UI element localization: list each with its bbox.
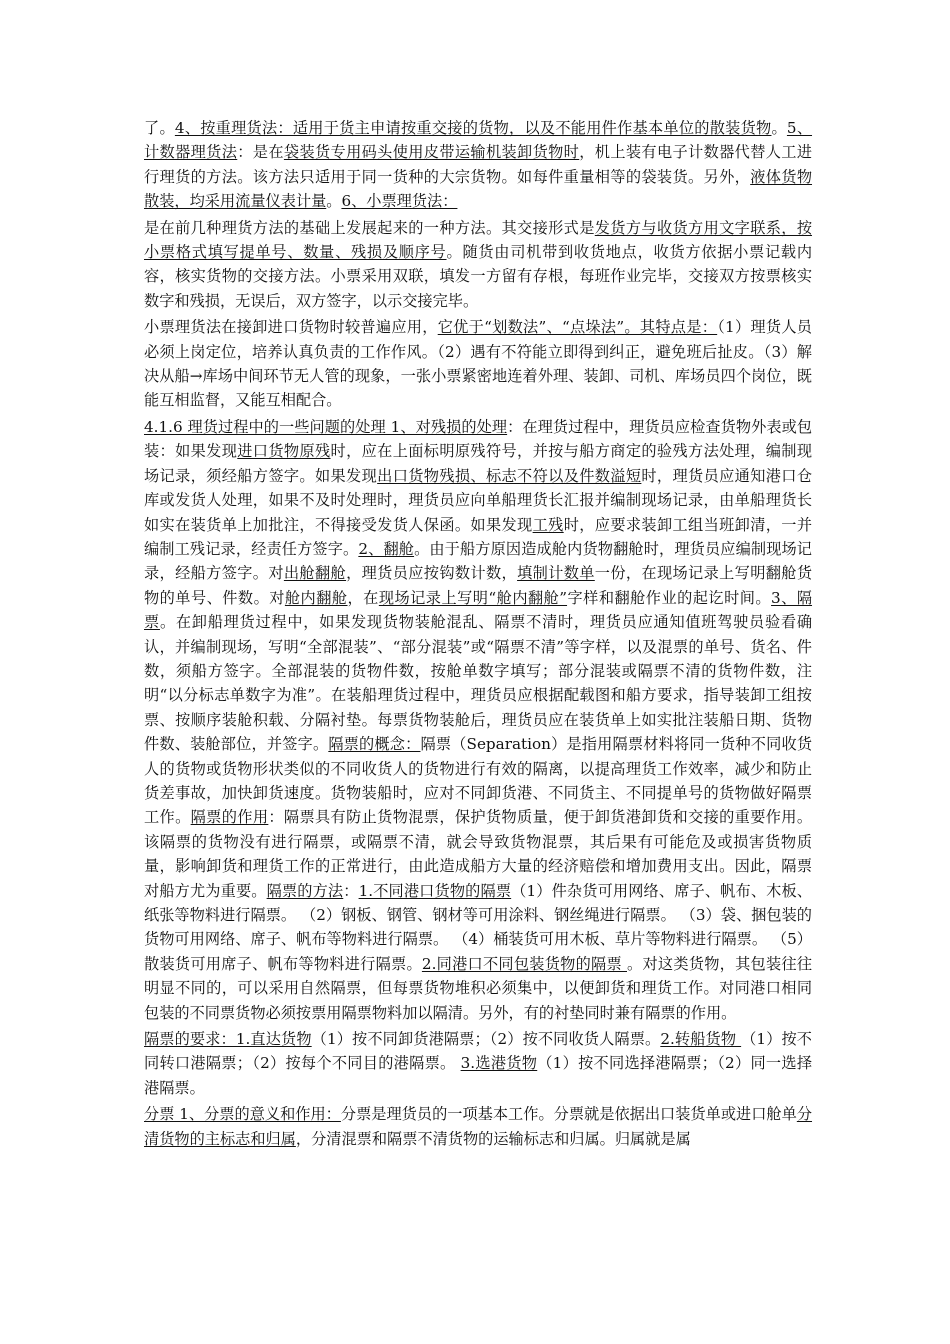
underlined-text: 填制计数单 <box>517 564 595 583</box>
text-run: ，分清混票和隔票不清货物的运输标志和归属。归属就是属 <box>295 1129 691 1148</box>
text-run: 一份，在现场记录上写明翻舱货物的单号、件数。对 <box>144 564 813 607</box>
document-page <box>144 116 812 1151</box>
text-run: ：在理货过程中，理货员应检查货物外表或包装：如果发现 <box>144 417 813 461</box>
text-run: （1）件杂货可用网络、席子、帆布、木板、纸张等物料进行隔票。 （2）钢板、钢管、钢材等可用涂料、钢丝绳进行隔票。 （3）袋、捆包装的货物可用网络、席子、帆布等物料进行隔票。 （4）桶装货可用木板、草片等物料进行隔票。 （5）散装货可用席子、帆布等物料进行隔票。 <box>144 881 812 973</box>
paragraph <box>144 415 812 1025</box>
text-run: ： <box>343 881 359 900</box>
paragraph <box>144 1027 812 1100</box>
underlined-text: 隔票的概念： <box>328 735 421 754</box>
text-run: 。 <box>771 119 787 137</box>
underlined-text: 4.1.6 理货过程中的一些问题的处理 1、对残损的处理 <box>144 417 508 436</box>
text-run: ：隔票具有防止货物混票，保护货物质量，便于卸货港卸货和交接的重要作用。该隔票的货物没有进行隔票，或隔票不清，就会导致货物混票，其后果有可能危及或损害货物质量，影响卸货和理货工作的正常进行，由此造成船方大量的经济赔偿和增加费用支出。因此，隔票对船方尤为重要。 <box>144 808 813 900</box>
text-run: 时，理货员应通知港口仓库或发货人处理，如果不及时处理时，理货员应向单船理货长汇报并编制现场记录，由单船理货长如实在装货单上加批注，不得接受发货人保函。如果发现 <box>144 466 813 534</box>
text-run: （1）理货人员必须上岗定位，培养认真负责的工作作风。（2）遇有不符能立即得到纠正，避免班后扯皮。（3）解决从船→库场中间环节无人管的现象，一张小票紧密地连着外理、装卸、司机、库场员四个岗位，既能互相监督，又能互相配合。 <box>144 318 812 410</box>
underlined-text: 3、隔票 <box>144 588 813 632</box>
underlined-text: 分清货物的主标志和归属 <box>144 1105 813 1148</box>
text-run: 时，应要求装卸工组当班卸清，一并编制工残记录，经责任方签字。 <box>144 515 813 558</box>
paragraph <box>144 216 812 314</box>
underlined-text: 4、按重理货法：适用于货主申请按重交接的货物，以及不能用件作基本单位的散装货物 <box>174 119 772 137</box>
text-run: 时，应在上面标明原残符号，并按与船方商定的验残方法处理，编制现场记录，须经船方签字。如果发现 <box>144 442 813 485</box>
text-run: ，在 <box>347 588 379 607</box>
underlined-text: 隔票的要求：1.直达货物 <box>144 1030 312 1049</box>
text-run: （1）按不同转口港隔票；（2）按每个不同目的港隔票。 <box>144 1030 812 1073</box>
underlined-text: 工残 <box>532 515 564 534</box>
text-run: 字样和翻舱作业的起讫时间。 <box>567 588 772 607</box>
text-run: 隔票（Separation）是指用隔票材料将同一货种不同收货人的货物或货物形状类似的不同收货人的货物进行有效的隔离，以提高理货工作效率，减少和防止货差事故，加快卸货速度。货物装船时，应对不同卸货港、不同货主、不同提单号的货物做好隔票工作。 <box>144 735 813 827</box>
text-run: 。 <box>326 192 342 211</box>
underlined-text: 出口货物残损、标志不符以及件数溢短 <box>377 466 642 485</box>
text-run: 。在卸船理货过程中，如果发现货物装舱混乱、隔票不清时，理货员应通知值班驾驶员验看确认，并编制现场，写明“全部混装”、“部分混装”或“隔票不清”等字样，以及混票的单号、货名、件数，须船方签字。全部混装的货物件数，按舱单数字填写；部分混装或隔票不清的货物件数，注明“以分标志单数字为准”。在装船理货过程中，理货员应根据配载图和船方要求，指导装卸工组按票、按顺序装舱积载、分隔衬垫。每票货物装舱后，理货员应在装货单上如实批注装船日期、货物件数、装舱部位，并签字。 <box>144 613 813 754</box>
paragraph <box>144 116 812 214</box>
underlined-text: 2.转船货物 <box>660 1030 742 1049</box>
underlined-text: 舱内翻舱 <box>284 588 348 607</box>
text-run: ：是在 <box>237 143 284 162</box>
text-run: （1）按不同卸货港隔票；（2）按不同收货人隔票。 <box>311 1030 661 1049</box>
underlined-text: 出舱翻舱 <box>283 564 347 583</box>
text-run: 。由于船方原因造成舱内货物翻舱时，理货员应编制现场记录，经船方签字。对 <box>144 539 812 583</box>
underlined-text: 2.同港口不同包装货物的隔票 <box>421 954 627 973</box>
underlined-text: 2、翻舱 <box>358 539 415 558</box>
text-run: （1）按不同选择港隔票；（2）同一选择港隔票。 <box>144 1054 813 1097</box>
text-run: ，理货员应按钩数计数， <box>346 564 518 583</box>
text-run: 小票理货法在接卸进口货物时较普遍应用， <box>144 318 438 337</box>
underlined-text: 3.选港货物 <box>460 1054 538 1073</box>
underlined-text: 6、小票理货法： <box>341 192 458 211</box>
text-run: 。对这类货物，其包装往往明显不同的，可以采用自然隔票，但每票货物堆积必须集中，以便卸货和理货工作。对同港口相同包装的不同票货物必须按票用隔票物料加以隔清。另外，有的衬垫同时兼有隔票的作用。 <box>144 954 813 1022</box>
underlined-text: 它优于“划数法”、“点垛法”。其特点是： <box>437 318 718 337</box>
text-run: ，机上装有电子计数器代替人工进行理货的方法。该方法只适用于同一货种的大宗货物。如每件重量相等的袋装货。另外， <box>144 143 813 186</box>
underlined-text: 液体货物散装，均采用流量仪表计量 <box>144 167 813 211</box>
underlined-text: 隔票的作用 <box>190 808 269 827</box>
text-run: 是在前几种理货方法的基础上发展起来的一种方法。其交接形式是 <box>144 218 595 237</box>
underlined-text: 袋装货专用码头使用皮带运输机装卸货物时 <box>283 143 580 162</box>
underlined-text: 1.不同港口货物的隔票 <box>358 881 512 900</box>
underlined-text: 进口货物原残 <box>237 442 331 461</box>
underlined-text: 分票 1、分票的意义和作用： <box>144 1105 341 1124</box>
underlined-text: 现场记录上写明“舱内翻舱” <box>378 588 568 607</box>
text-run: 了。 <box>144 119 175 137</box>
text-run: 分票是理货员的一项基本工作。分票就是依据出口装货单或进口舱单 <box>340 1105 797 1124</box>
text-run: 。随货由司机带到收货地点，收货方依据小票记载内容，核实货物的交接方法。小票采用双联，填发一方留有存根，每班作业完毕，交接双方按票核实数字和残损，无误后，双方签字，以示交接完毕。 <box>144 243 813 310</box>
paragraph <box>144 315 812 413</box>
underlined-text: 隔票的方法 <box>266 881 344 900</box>
paragraph <box>144 1102 812 1151</box>
underlined-text: 5、计数器理货法 <box>144 119 813 162</box>
underlined-text: 发货方与收货方用文字联系，按小票格式填写提单号、数量、残损及顺序号 <box>144 218 813 262</box>
